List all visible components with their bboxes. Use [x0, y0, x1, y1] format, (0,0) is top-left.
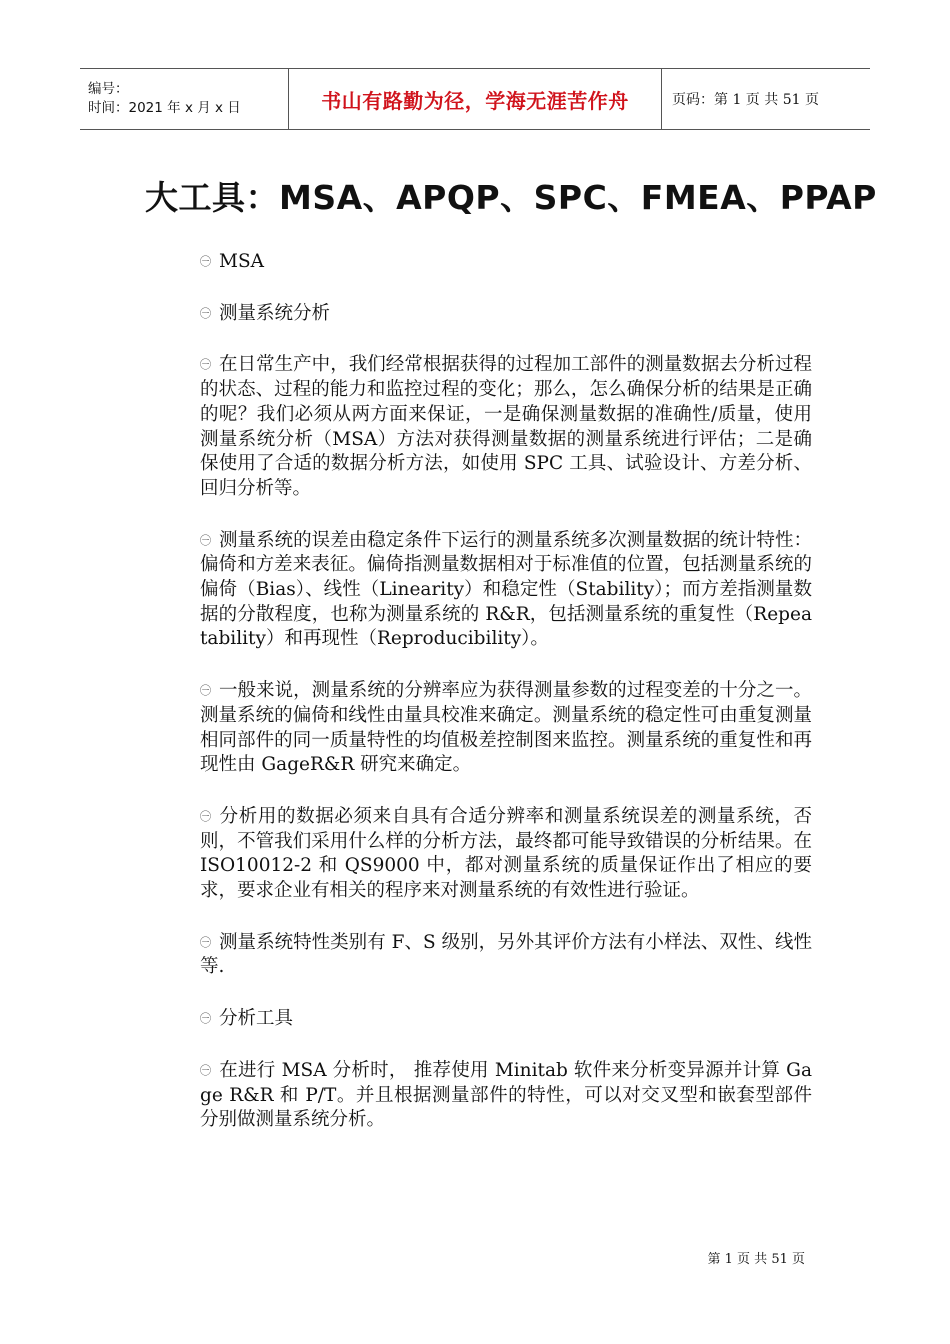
motto: 书山有路勤为径，学海无涯苦作舟: [321, 88, 629, 113]
paragraph: [200, 529, 812, 653]
bullet-icon: ㊀: [200, 255, 211, 268]
paragraph-text: 一般来说，测量系统的分辨率应为获得测量参数的过程变差的十分之一。测量系统的偏倚和线性由量具校准来确定。测量系统的稳定性可由重复测量相同部件的同一质量特性的均值极差控制图来监控。测量系统的重复性和再现性由 GageR&R 研究来确定。: [200, 680, 812, 776]
paragraph-text: 测量系统的误差由稳定条件下运行的测量系统多次测量数据的统计特性：偏倚和方差来表征。偏倚指测量数据相对于标准值的位置，包括测量系统的偏倚（Bias）、线性（Linearity）和稳定性（Stability）；而方差指测量数据的分散程度，也称为测量系统的 R&R，包括测量系统的重复性（Repeatability）和再现性（Reproducibility）。: [200, 529, 812, 650]
header-table: [80, 68, 870, 130]
header-page-info-cell: [662, 69, 870, 129]
paragraph: [200, 1007, 812, 1032]
paragraph: [200, 679, 812, 778]
paragraph-text: 分析工具: [219, 1008, 294, 1030]
paragraph-text: 测量系统特性类别有 F、S 级别，另外其评价方法有小样法、双性、线性等.: [200, 931, 812, 978]
paragraph: [200, 1059, 812, 1133]
header-meta: [80, 69, 289, 129]
bullet-icon: ㊀: [200, 1063, 211, 1077]
document-body: [200, 250, 812, 1160]
bullet-icon: ㊀: [200, 684, 211, 698]
paragraph-text: 在进行 MSA 分析时， 推荐使用 Minitab 软件来分析变异源并计算 Gage R&R 和 P/T。并且根据测量部件的特性，可以对交叉型和嵌套型部件分别做测量系统分析。: [200, 1059, 812, 1131]
paragraph-text: 分析用的数据必须来自具有合适分辨率和测量系统误差的测量系统，否则，不管我们采用什么样的分析方法，最终都可能导致错误的分析结果。在 ISO10012-2 和 QS9000 中，都对测量系统的质量保证作出了相应的要求，要求企业有相关的程序来对测量系统的有效性进行验证。: [200, 805, 812, 902]
bullet-icon: ㊀: [200, 809, 211, 823]
paragraph: [200, 931, 812, 980]
bullet-icon: ㊀: [200, 935, 211, 949]
bullet-icon: ㊀: [200, 533, 211, 547]
paragraph: [200, 250, 812, 275]
time-label: 时间：2021 年 x 月 x 日: [88, 100, 241, 116]
paragraph: [200, 302, 812, 327]
document-title: 大工具：MSA、APQP、SPC、FMEA、PPAP: [145, 178, 877, 217]
bullet-icon: ㊀: [200, 358, 211, 372]
paragraph-text: 测量系统分析: [219, 302, 331, 324]
page-info: 页码：第 1 页 共 51 页: [672, 92, 819, 108]
paragraph-text: 在日常生产中，我们经常根据获得的过程加工部件的测量数据去分析过程的状态、过程的能力和监控过程的变化；那么，怎么确保分析的结果是正确的呢？我们必须从两方面来保证，一是确保测量数据的准确性/质量，使用测量系统分析（MSA）方法对获得测量数据的测量系统进行评估；二是确保使用了合适的数据分析方法，如使用 SPC 工具、试验设计、方差分析、回归分析等。: [200, 354, 812, 499]
bullet-icon: ㊀: [200, 306, 211, 320]
serial-label: 编号：: [88, 81, 129, 97]
page-footer: 第 1 页 共 51 页: [707, 1252, 805, 1267]
bullet-icon: ㊀: [200, 1012, 211, 1026]
paragraph: [200, 805, 812, 904]
paragraph: [200, 353, 812, 501]
header-motto-cell: [289, 69, 662, 129]
paragraph-text: MSA: [219, 251, 264, 272]
